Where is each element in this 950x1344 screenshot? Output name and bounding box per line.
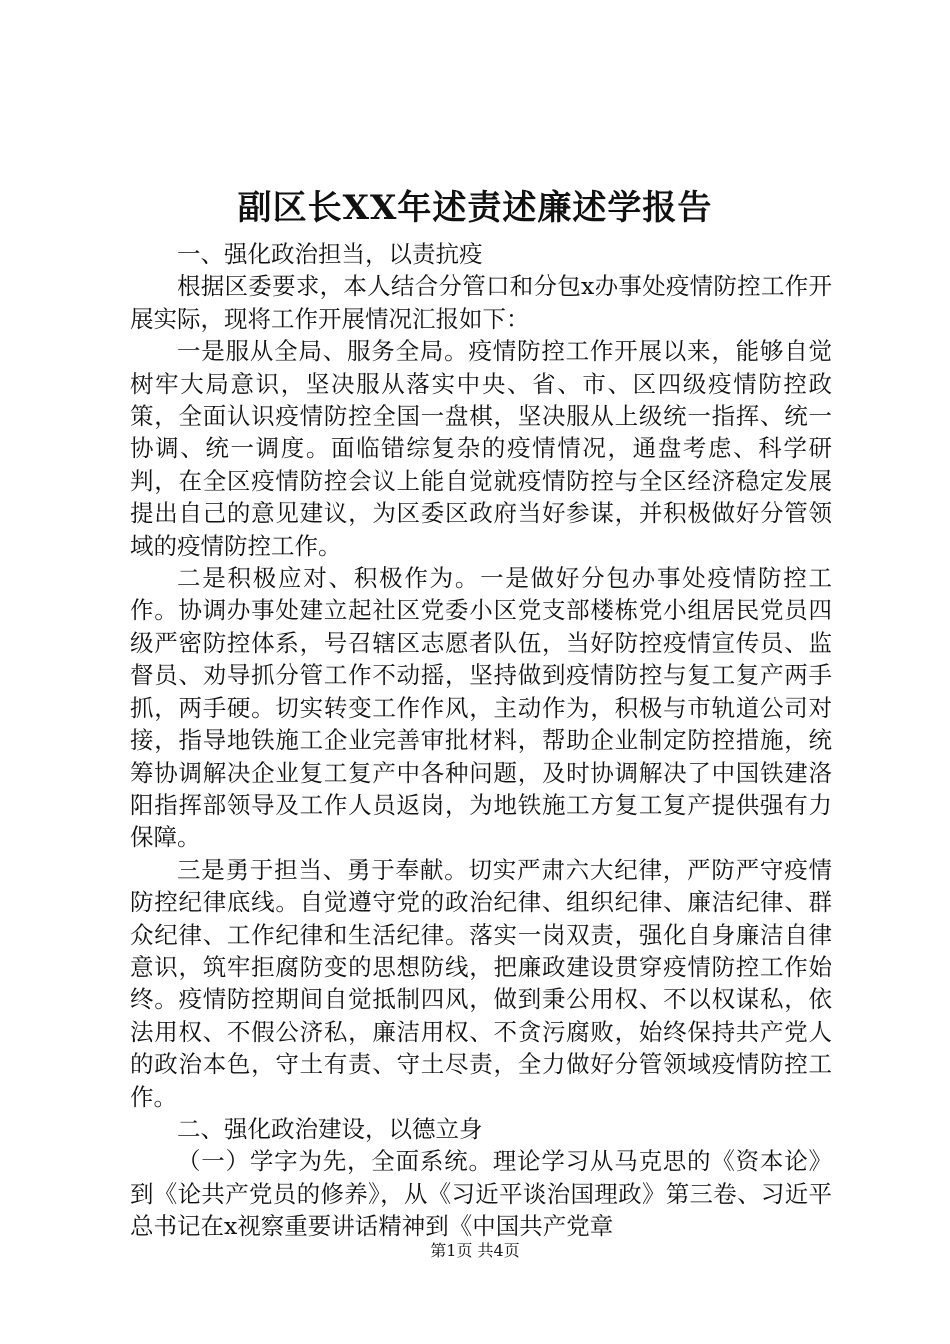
paragraph-intro: 根据区委要求，本人结合分管口和分包x办事处疫情防控工作开展实际，现将工作开展情况汇报如下： <box>130 272 832 333</box>
paragraph-point-1: 一是服从全局、服务全局。疫情防控工作开展以来，能够自觉树牢大局意识，坚决服从落实中央、省、市、区四级疫情防控政策，全面认识疫情防控全国一盘棋，坚决服从上级统一指挥、统一协调、统一调度。面临错综复杂的疫情情况，通盘考虑、科学研判，在全区疫情防控会议上能自觉就疫情防控与全区经济稳定发展提出自己的意见建议，为区委区政府当好参谋，并积极做好分管领域的疫情防控工作。 <box>130 337 832 560</box>
paragraph-study: （一）学字为先，全面系统。理论学习从马克思的《资本论》到《论共产党员的修养》，从《习近平谈治国理政》第三卷、习近平总书记在x视察重要讲话精神到《中国共产党章 <box>130 1147 832 1241</box>
paragraph-point-2: 二是积极应对、积极作为。一是做好分包办事处疫情防控工作。协调办事处建立起社区党委小区党支部楼栋党小组居民党员四级严密防控体系，号召辖区志愿者队伍，当好防控疫情宣传员、监督员、劝导抓分管工作不动摇，坚持做到疫情防控与复工复产两手抓，两手硬。切实转变工作作风，主动作为，积极与市轨道公司对接，指导地铁施工企业完善审批材料，帮助企业制定防控措施，统筹协调解决企业复工复产中各种问题，及时协调解决了中国铁建洛阳指挥部领导及工作人员返岗，为地铁施工方复工复产提供强有力保障。 <box>130 564 832 852</box>
section-heading-2: 二、强化政治建设，以德立身 <box>177 1114 483 1143</box>
paragraph-point-3: 三是勇于担当、勇于奉献。切实严肃六大纪律，严防严守疫情防控纪律底线。自觉遵守党的政治纪律、组织纪律、廉洁纪律、群众纪律、工作纪律和生活纪律。落实一岗双责，强化自身廉洁自律意识，筑牢拒腐防变的思想防线，把廉政建设贯穿疫情防控工作始终。疫情防控期间自觉抵制四风，做到秉公用权、不以权谋私，依法用权、不假公济私，廉洁用权、不贪污腐败，始终保持共产党人的政治本色，守土有责、守土尽责，全力做好分管领域疫情防控工作。 <box>130 855 832 1111</box>
document-body <box>130 238 832 1243</box>
page-footer: 第1页 共4页 <box>430 1241 520 1260</box>
document-title: 副区长XX年述责述廉述学报告 <box>237 188 713 228</box>
section-heading-1: 一、强化政治担当，以责抗疫 <box>177 240 483 268</box>
